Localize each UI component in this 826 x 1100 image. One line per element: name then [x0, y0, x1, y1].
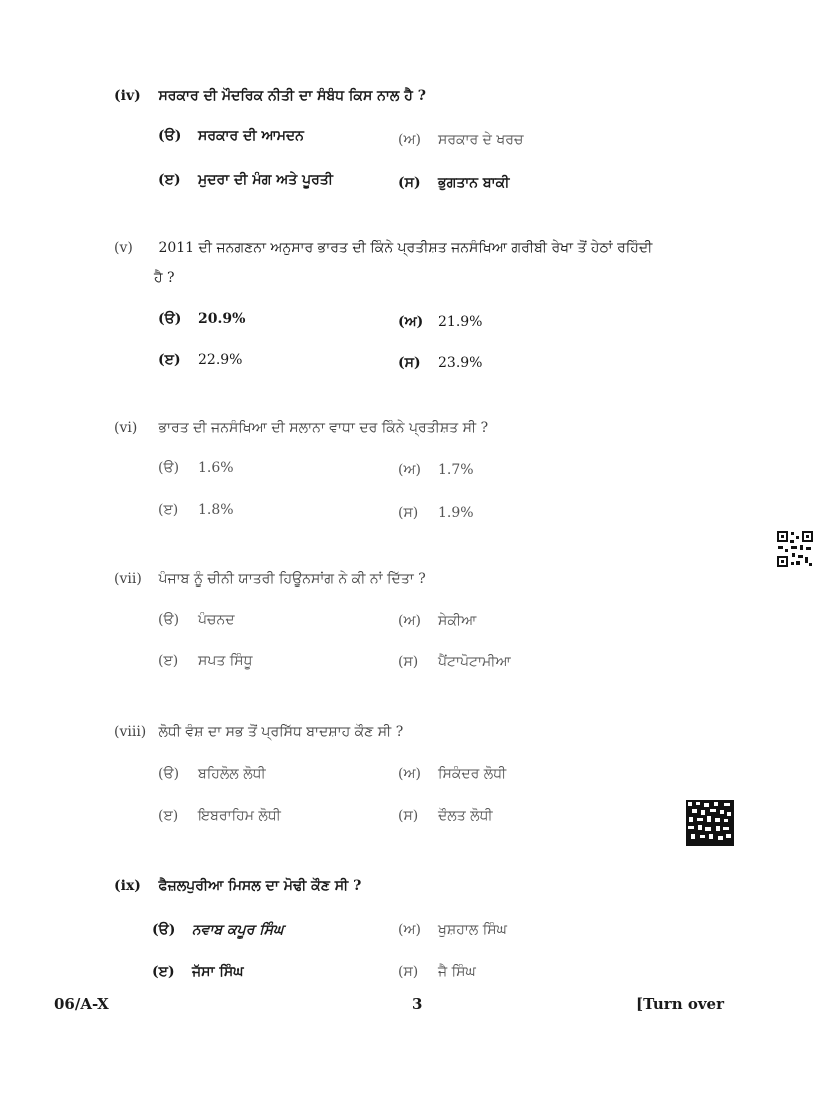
option-text: 23.9%: [438, 355, 483, 371]
question-text: ਲੋਧੀ ਵੰਸ਼ ਦਾ ਸਭ ਤੋਂ ਪ੍ਰਸਿੱਧ ਬਾਦਸ਼ਾਹ ਕੌਣ ਸੀ ?: [158, 724, 404, 740]
question-vii: [114, 571, 426, 587]
question-number: (vi): [114, 420, 138, 436]
question-number: (iv): [114, 88, 141, 104]
option-text: ਜੱਸਾ ਸਿੰਘ: [192, 964, 244, 980]
option-label: (ੳ): [158, 766, 180, 782]
option-d[interactable]: [398, 505, 474, 521]
option-c[interactable]: [158, 502, 234, 518]
option-c[interactable]: [158, 808, 281, 824]
option-d[interactable]: [398, 175, 509, 191]
option-b[interactable]: [398, 132, 523, 148]
option-c[interactable]: [158, 172, 333, 188]
option-text: 1.9%: [438, 505, 474, 521]
option-label: (ਅ): [398, 766, 421, 782]
option-label: (ਅ): [398, 613, 421, 629]
option-label: (ੳ): [158, 612, 180, 628]
option-text: 20.9%: [198, 311, 246, 327]
option-label: (ਸ): [398, 654, 419, 670]
option-a[interactable]: [152, 922, 284, 938]
paper-code: 06/A-X: [54, 995, 109, 1013]
option-text: ਸਿਕੰਦਰ ਲੋਧੀ: [438, 766, 507, 782]
question-number: (viii): [114, 724, 147, 740]
option-label: (ੲ): [152, 964, 175, 980]
option-text: ਪੰਚਨਦ: [198, 612, 235, 628]
option-text: 1.6%: [198, 460, 234, 476]
option-text: ਨਵਾਬ ਕਪੂਰ ਸਿੰਘ: [192, 922, 284, 938]
question-vi: [114, 420, 488, 436]
option-label: (ੲ): [158, 808, 179, 824]
question-text-line1: 2011 ਦੀ ਜਨਗਣਨਾ ਅਨੁਸਾਰ ਭਾਰਤ ਦੀ ਕਿੰਨੇ ਪ੍ਰਤੀਸ਼ਤ ਜਨਸੰਖਿਆ ਗਰੀਬੀ ਰੇਖਾ ਤੋਂ ਹੇਠਾਂ ਰਹਿੰਦੀ: [158, 240, 653, 256]
option-label: (ਸ): [398, 175, 421, 191]
option-b[interactable]: [398, 314, 482, 330]
option-text: ਸਪਤ ਸਿੰਧੂ: [198, 653, 253, 669]
option-d[interactable]: [398, 808, 493, 824]
option-b[interactable]: [398, 462, 474, 478]
option-text: 22.9%: [198, 352, 243, 368]
option-label: (ੲ): [158, 172, 181, 188]
option-text: ਭੁਗਤਾਨ ਬਾਕੀ: [438, 175, 510, 191]
option-a[interactable]: [158, 766, 266, 782]
question-text: ਭਾਰਤ ਦੀ ਜਨਸੰਖਿਆ ਦੀ ਸਲਾਨਾ ਵਾਧਾ ਦਰ ਕਿੰਨੇ ਪ੍ਰਤੀਸ਼ਤ ਸੀ ?: [158, 420, 489, 436]
datamatrix-icon: [686, 800, 734, 846]
option-label: (ੳ): [158, 128, 182, 144]
option-label: (ੳ): [152, 922, 176, 938]
question-number: (vii): [114, 571, 142, 587]
option-text: ਸੇਕੀਆ: [438, 613, 477, 629]
option-c[interactable]: [158, 352, 242, 368]
option-label: (ੲ): [158, 653, 179, 669]
option-b[interactable]: [398, 922, 507, 938]
option-a[interactable]: [158, 460, 234, 476]
option-label: (ੳ): [158, 311, 182, 327]
option-text: ਸਰਕਾਰ ਦੇ ਖਰਚ: [438, 132, 524, 148]
option-b[interactable]: [398, 613, 476, 629]
option-text: ਪੈਂਟਾਪੋਟਾਮੀਆ: [438, 654, 511, 670]
option-text: ਮੁਦਰਾ ਦੀ ਮੰਗ ਅਤੇ ਪੂਰਤੀ: [198, 172, 333, 188]
question-text: ਪੰਜਾਬ ਨੂੰ ਚੀਨੀ ਯਾਤਰੀ ਹਿਊਨਸਾਂਗ ਨੇ ਕੀ ਨਾਂ ਦਿੱਤਾ ?: [158, 571, 426, 587]
option-label: (ੲ): [158, 352, 181, 368]
option-label: (ਸ): [398, 808, 419, 824]
option-text: ਇਬਰਾਹਿਮ ਲੋਧੀ: [198, 808, 281, 824]
question-text: ਸਰਕਾਰ ਦੀ ਮੌਦਰਿਕ ਨੀਤੀ ਦਾ ਸੰਬੰਧ ਕਿਸ ਨਾਲ ਹੈ ?: [158, 88, 426, 104]
option-text: 1.8%: [198, 502, 234, 518]
option-text: 21.9%: [438, 314, 483, 330]
option-text: ਦੌਲਤ ਲੋਧੀ: [438, 808, 493, 824]
option-c[interactable]: [152, 964, 244, 980]
option-a[interactable]: [158, 311, 245, 327]
option-label: (ੲ): [158, 502, 179, 518]
option-label: (ਸ): [398, 355, 421, 371]
option-d[interactable]: [398, 964, 476, 980]
option-a[interactable]: [158, 128, 304, 144]
option-a[interactable]: [158, 612, 234, 628]
option-text: ਬਹਿਲੋਲ ਲੋਧੀ: [198, 766, 266, 782]
option-label: (ਅ): [398, 462, 421, 478]
option-d[interactable]: [398, 654, 511, 670]
turn-over-label: [Turn over: [636, 995, 724, 1013]
option-label: (ਅ): [398, 132, 421, 148]
question-number: (v): [114, 240, 133, 256]
question-v: [114, 233, 734, 293]
option-d[interactable]: [398, 355, 482, 371]
question-text-line2: ਹੈ ?: [154, 270, 175, 286]
page-number: 3: [412, 995, 423, 1013]
question-text: ਫੈਜ਼ਲਪੁਰੀਆ ਮਿਸਲ ਦਾ ਮੋਢੀ ਕੌਣ ਸੀ ?: [158, 878, 362, 894]
option-label: (ਸ): [398, 964, 419, 980]
option-text: ਖੁਸ਼ਹਾਲ ਸਿੰਘ: [438, 922, 507, 938]
option-b[interactable]: [398, 766, 506, 782]
question-number: (ix): [114, 878, 141, 894]
question-iv: [114, 88, 426, 104]
question-viii: [114, 724, 403, 740]
option-text: ਸਰਕਾਰ ਦੀ ਆਮਦਨ: [198, 128, 304, 144]
option-label: (ਅ): [398, 922, 421, 938]
option-c[interactable]: [158, 653, 252, 669]
question-ix: [114, 878, 361, 894]
qr-code-icon: [776, 530, 814, 568]
option-label: (ਅ): [398, 314, 424, 330]
option-text: ਜੈ ਸਿੰਘ: [438, 964, 476, 980]
option-text: 1.7%: [438, 462, 474, 478]
option-label: (ਸ): [398, 505, 419, 521]
option-label: (ੳ): [158, 460, 180, 476]
